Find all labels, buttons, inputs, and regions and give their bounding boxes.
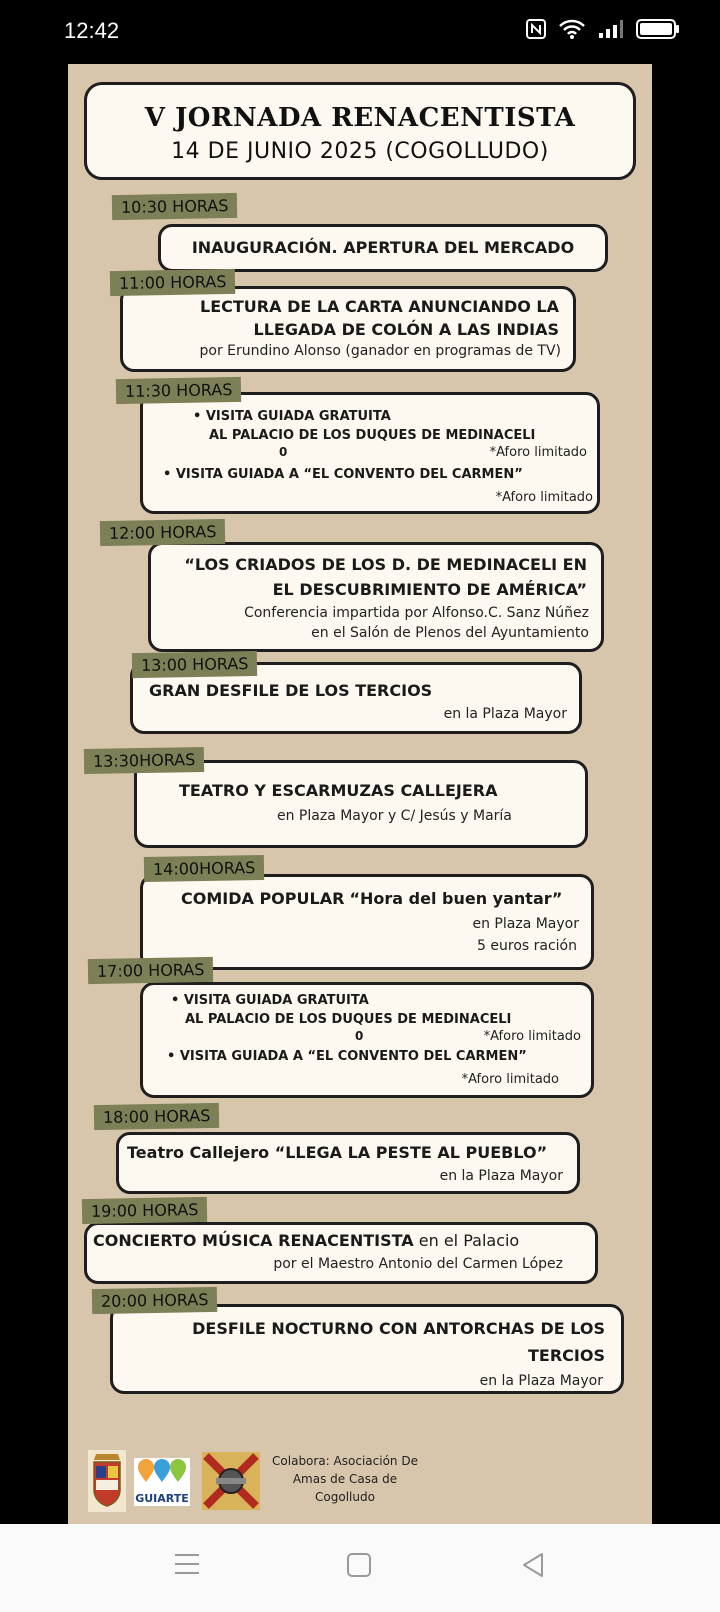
battery-icon — [636, 18, 680, 40]
event-subtitle-line2: 5 euros ración — [477, 938, 577, 954]
collab-line-1: Colabora: Asociación De — [272, 1454, 418, 1468]
map-pins-icon — [134, 1458, 190, 1484]
time-tag-1700: 17:00 HORAS — [88, 957, 214, 984]
event-1130 — [140, 392, 600, 514]
home-icon — [346, 1552, 372, 1578]
home-button[interactable] — [346, 1552, 372, 1582]
time-tag-1200: 12:00 HORAS — [100, 519, 226, 546]
event-subtitle: en la Plaza Mayor — [479, 1373, 603, 1389]
status-time: 12:42 — [64, 18, 120, 43]
time-tag-1900: 19:00 HORAS — [82, 1197, 208, 1224]
guiarte-label: GUIARTE — [135, 1492, 189, 1505]
back-button[interactable] — [520, 1552, 546, 1582]
event-subtitle-line2: en el Salón de Plenos del Ayuntamiento — [311, 625, 589, 641]
guiarte-logo — [134, 1458, 190, 1506]
event-1100 — [120, 286, 576, 372]
time-tag-1400: 14:00HORAS — [144, 855, 265, 882]
event-title-line2: EL DESCUBRIMIENTO DE AMÉRICA” — [272, 580, 587, 599]
event-subtitle: en la Plaza Mayor — [443, 706, 567, 722]
bullet-visit-palace-line2: AL PALACIO DE LOS DUQUES DE MEDINACELI — [185, 1012, 512, 1027]
menu-icon — [174, 1552, 200, 1576]
zero-mark: 0 — [355, 1029, 364, 1043]
time-tag-1300: 13:00 HORAS — [132, 651, 258, 678]
time-tag-1130: 11:30 HORAS — [116, 377, 242, 404]
coat-of-arms-logo — [88, 1450, 126, 1512]
time-tag-2000: 20:00 HORAS — [92, 1287, 218, 1314]
event-1700 — [140, 982, 594, 1098]
time-tag-1800: 18:00 HORAS — [94, 1103, 220, 1130]
nfc-icon — [526, 19, 546, 39]
poster-title-box — [84, 82, 636, 180]
event-title: GRAN DESFILE DE LOS TERCIOS — [149, 681, 433, 700]
aforo-note: *Aforo limitado — [489, 445, 587, 460]
event-subtitle-line1: Conferencia impartida por Alfonso.C. Sanz Núñez — [244, 605, 589, 621]
aforo-note: *Aforo limitado — [483, 1029, 581, 1044]
event-title: COMIDA POPULAR “Hora del buen yantar” — [181, 889, 563, 908]
aforo-note: *Aforo limitado — [461, 1072, 559, 1087]
back-icon — [520, 1552, 546, 1578]
bullet-visit-palace-line2: AL PALACIO DE LOS DUQUES DE MEDINACELI — [209, 428, 536, 443]
aforo-note: *Aforo limitado — [495, 490, 593, 505]
status-bar — [0, 0, 720, 64]
event-title: INAUGURACIÓN. APERTURA DEL MERCADO — [191, 238, 575, 257]
event-1900 — [84, 1222, 598, 1284]
event-title-line2: TERCIOS — [528, 1346, 605, 1365]
event-subtitle-line1: en Plaza Mayor — [472, 916, 579, 932]
bullet-visit-palace: • VISITA GUIADA GRATUITA — [193, 409, 391, 424]
time-tag-1330: 13:30HORAS — [84, 747, 205, 774]
event-1200 — [148, 542, 604, 652]
zero-mark: 0 — [279, 445, 288, 459]
signal-icon — [598, 19, 624, 39]
event-poster — [68, 64, 652, 1524]
aforo-row-1 — [143, 443, 597, 461]
event-subtitle: en Plaza Mayor y C/ Jesús y María — [277, 808, 512, 824]
event-title: TEATRO Y ESCARMUZAS CALLEJERA — [179, 781, 498, 800]
collab-line-3: Cogolludo — [315, 1490, 375, 1504]
event-title-line1: DESFILE NOCTURNO CON ANTORCHAS DE LOS — [192, 1319, 605, 1338]
event-subtitle: por el Maestro Antonio del Carmen López — [273, 1256, 563, 1272]
event-1030 — [158, 224, 608, 272]
wifi-icon — [558, 18, 586, 40]
time-tag-1100: 11:00 HORAS — [110, 269, 236, 296]
event-1800 — [116, 1132, 580, 1194]
collaboration-text — [270, 1452, 420, 1506]
time-tag-1030: 10:30 HORAS — [112, 193, 238, 220]
bullet-visit-convent: • VISITA GUIADA A “EL CONVENTO DEL CARMEN” — [163, 467, 523, 482]
event-subtitle: por Erundino Alonso (ganador en programas de TV) — [199, 343, 561, 359]
event-subtitle: en la Plaza Mayor — [439, 1168, 563, 1184]
event-1400 — [140, 874, 594, 970]
bullet-visit-palace: • VISITA GUIADA GRATUITA — [171, 993, 369, 1008]
event-1330 — [134, 760, 588, 848]
bullet-visit-convent: • VISITA GUIADA A “EL CONVENTO DEL CARMEN” — [167, 1049, 527, 1064]
menu-button[interactable] — [174, 1552, 200, 1580]
event-title: Teatro Callejero “LLEGA LA PESTE AL PUEBLO” — [127, 1143, 548, 1162]
event-title-line2: LLEGADA DE COLÓN A LAS INDIAS — [253, 320, 559, 339]
tercio-logo — [202, 1452, 260, 1510]
sponsor-footer — [68, 1444, 652, 1524]
poster-date: 14 DE JUNIO 2025 (COGOLLUDO) — [171, 139, 549, 164]
event-title: CONCIERTO MÚSICA RENACENTISTA en el Palacio — [93, 1231, 520, 1250]
navigation-bar — [0, 1524, 720, 1612]
status-icons — [526, 18, 680, 40]
aforo-row-1 — [143, 1027, 591, 1045]
poster-title: V JORNADA RENACENTISTA — [144, 103, 576, 133]
event-title-line1: “LOS CRIADOS DE LOS D. DE MEDINACELI EN — [184, 555, 587, 574]
event-title-line1: LECTURA DE LA CARTA ANUNCIANDO LA — [200, 297, 559, 316]
event-2000 — [110, 1304, 624, 1394]
collab-line-2: Amas de Casa de — [292, 1472, 398, 1486]
